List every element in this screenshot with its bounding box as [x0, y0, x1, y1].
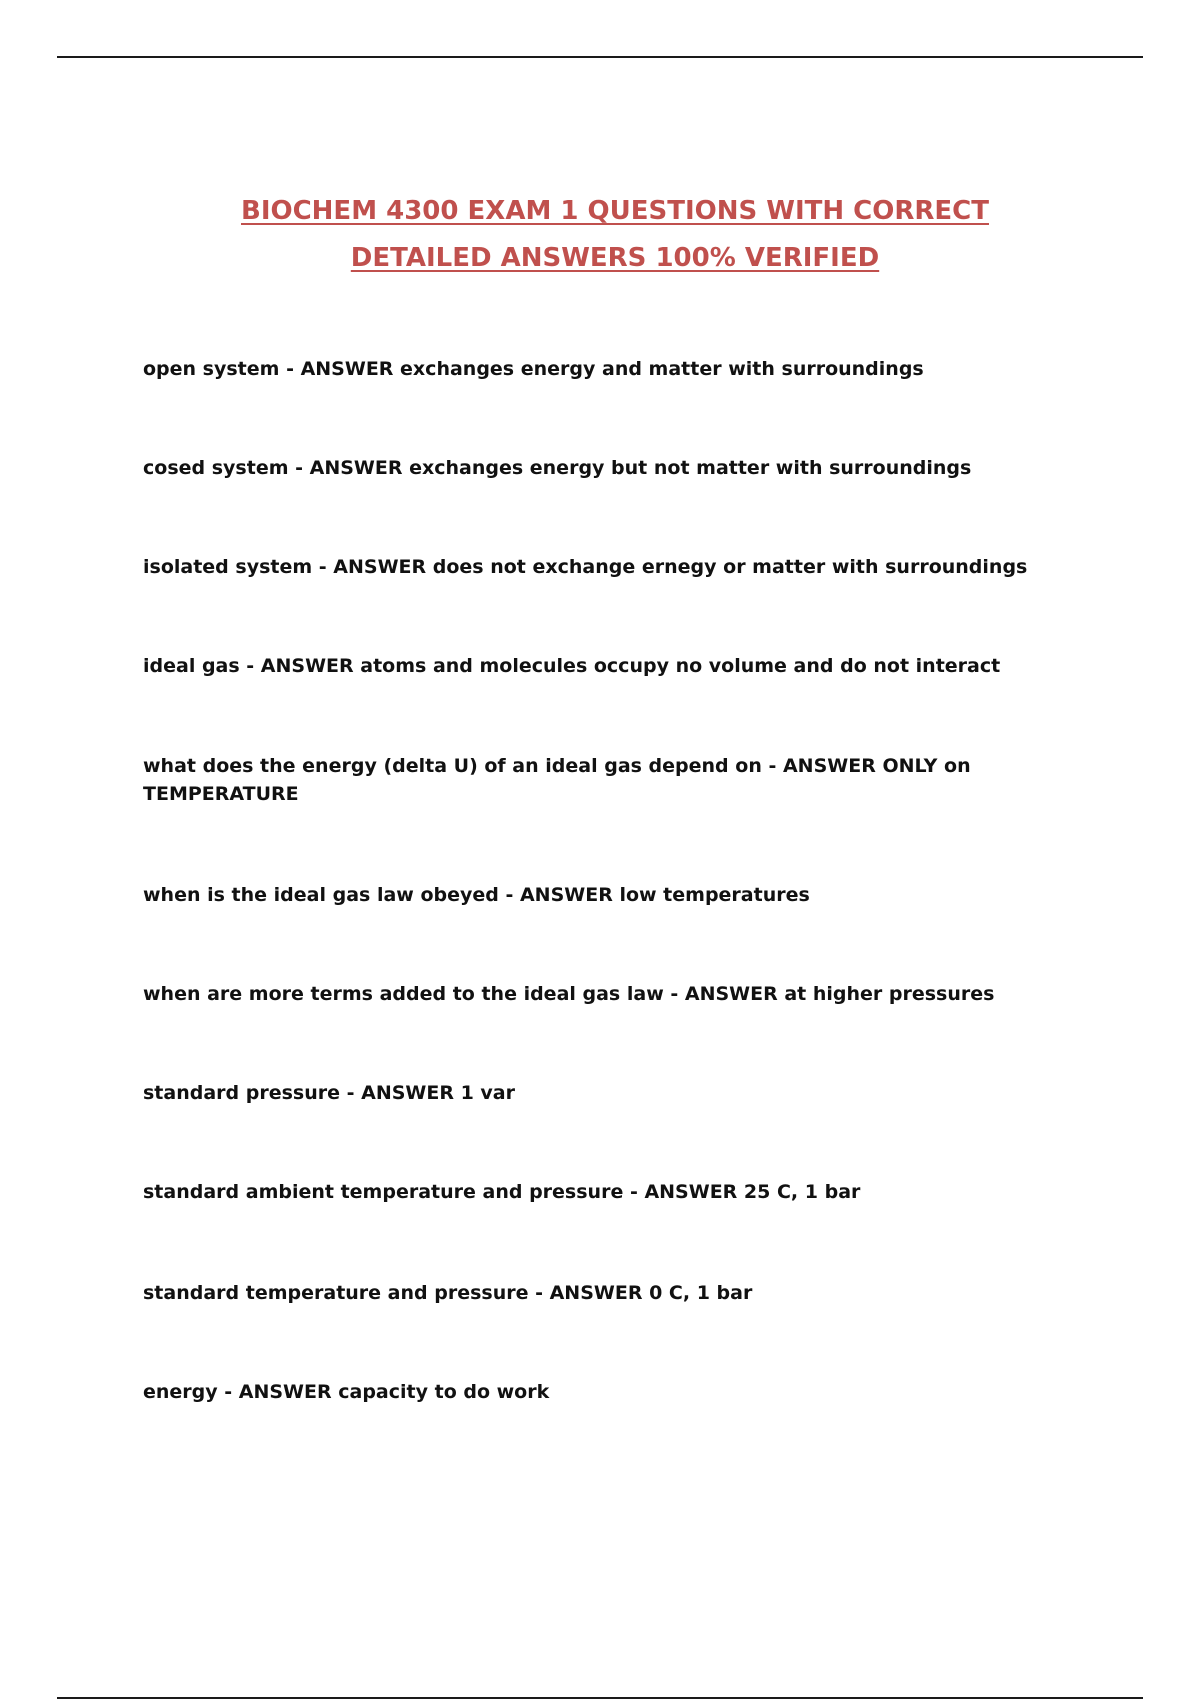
title-line-2: DETAILED ANSWERS 100% VERIFIED	[350, 243, 880, 273]
qa-entry: what does the energy (delta U) of an ideal gas depend on - ANSWER ONLY on TEMPERATURE	[143, 755, 971, 805]
qa-entry: when is the ideal gas law obeyed - ANSWER low temperatures	[143, 884, 810, 906]
qa-entry: ideal gas - ANSWER atoms and molecules occupy no volume and do not interact	[143, 655, 1001, 677]
qa-entry: cosed system - ANSWER exchanges energy but not matter with surroundings	[143, 457, 972, 479]
qa-entry: when are more terms added to the ideal gas law - ANSWER at higher pressures	[143, 983, 995, 1005]
qa-entry: energy - ANSWER capacity to do work	[143, 1381, 550, 1403]
qa-entry: standard ambient temperature and pressure - ANSWER 25 C, 1 bar	[143, 1181, 861, 1203]
qa-entry: open system - ANSWER exchanges energy and matter with surroundings	[143, 358, 924, 380]
qa-entry: standard temperature and pressure - ANSWER 0 C, 1 bar	[143, 1282, 753, 1304]
footer-rule	[57, 1697, 1143, 1699]
document-title	[150, 188, 1080, 282]
qa-entry: standard pressure - ANSWER 1 var	[143, 1082, 516, 1104]
qa-entry: isolated system - ANSWER does not exchange ernegy or matter with surroundings	[143, 556, 1028, 578]
header-rule	[57, 56, 1143, 58]
title-line-1: BIOCHEM 4300 EXAM 1 QUESTIONS WITH CORRECT	[241, 196, 989, 226]
